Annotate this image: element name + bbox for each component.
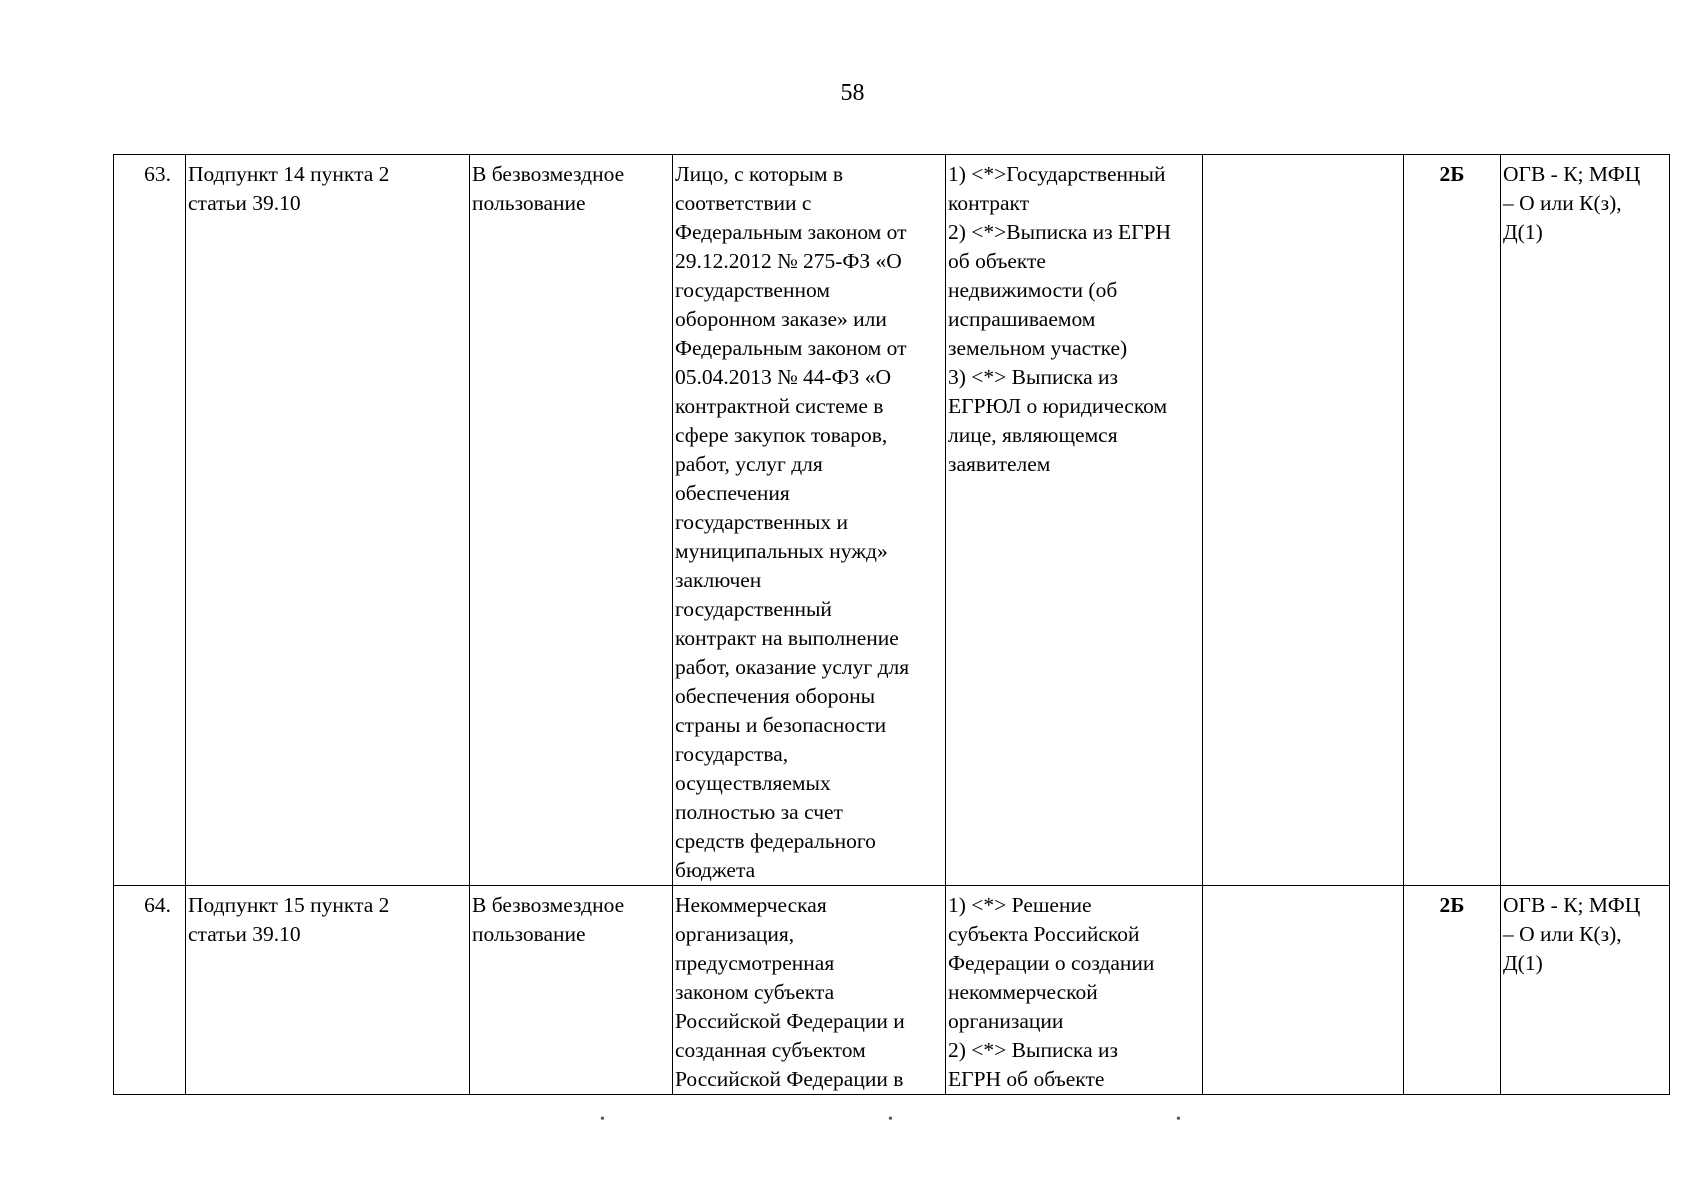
extra-cell xyxy=(1203,155,1404,886)
services-table xyxy=(113,154,1670,1095)
submission-method-cell: ОГВ - К; МФЦ – О или К(з), Д(1) xyxy=(1501,155,1670,886)
table-row xyxy=(114,155,1670,886)
code-cell: 2Б xyxy=(1404,155,1501,886)
right-type-cell: В безвозмездное пользование xyxy=(470,155,673,886)
applicant-cell: Некоммерческая организация, предусмотренная законом субъекта Российской Федерации и созданная субъектом Российской Федерации в xyxy=(673,886,946,1095)
documents-cell: 1) <*>Государственный контракт 2) <*>Выписка из ЕГРН об объекте недвижимости (об испрашиваемом земельном участке) 3) <*> Выписка из ЕГРЮЛ о юридическом лице, являющемся заявителем xyxy=(946,155,1203,886)
extra-cell xyxy=(1203,886,1404,1095)
applicant-cell: Лицо, с которым в соответствии с Федеральным законом от 29.12.2012 № 275-ФЗ «О государственном оборонном заказе» или Федеральным законом от 05.04.2013 № 44-ФЗ «О контрактной системе в сфере закупок товаров, работ, услуг для обеспечения государственных и муниципальных нужд» заключен государственный контракт на выполнение работ, оказание услуг для обеспечения обороны страны и безопасности государства, осуществляемых полностью за счет средств федерального бюджета xyxy=(673,155,946,886)
submission-method-cell: ОГВ - К; МФЦ – О или К(з), Д(1) xyxy=(1501,886,1670,1095)
table-row xyxy=(114,886,1670,1095)
row-number: 63. xyxy=(114,155,186,886)
scan-speck: • xyxy=(600,1112,605,1127)
scan-speck: • xyxy=(1176,1112,1181,1127)
row-number: 64. xyxy=(114,886,186,1095)
legal-basis-cell: Подпункт 15 пункта 2 статьи 39.10 xyxy=(186,886,470,1095)
legal-basis-cell: Подпункт 14 пункта 2 статьи 39.10 xyxy=(186,155,470,886)
scan-speck: • xyxy=(888,1112,893,1127)
code-cell: 2Б xyxy=(1404,886,1501,1095)
page-number: 58 xyxy=(840,80,865,106)
right-type-cell: В безвозмездное пользование xyxy=(470,886,673,1095)
documents-cell: 1) <*> Решение субъекта Российской Федерации о создании некоммерческой организации 2) <*> Выписка из ЕГРН об объекте xyxy=(946,886,1203,1095)
